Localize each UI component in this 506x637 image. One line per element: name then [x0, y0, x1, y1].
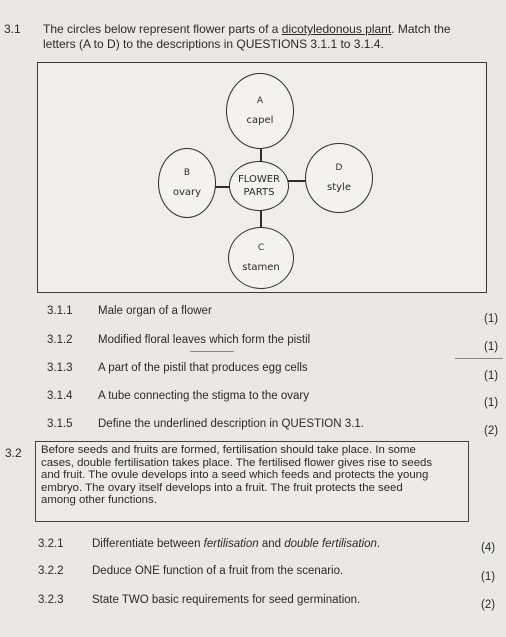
scenario-line-4: embryo. The ovary itself develops into a fruit. The fruit protects the seed [41, 481, 403, 494]
faint-line [455, 358, 503, 359]
center-label-line1: FLOWER [238, 174, 280, 185]
scenario-line-1: Before seeds and fruits are formed, fertilisation should take place. In some [41, 444, 416, 456]
circle-c-label: stamen [242, 262, 280, 273]
intro-line-1 [43, 22, 451, 37]
question-number: 3.1.5 [47, 418, 73, 430]
intro-line-2: letters (A to D) to the descriptions in QUESTIONS 3.1.1 to 3.1.4. [43, 37, 384, 51]
section-3-1-number: 3.1 [4, 22, 21, 36]
marks-3-2-3: (2) [481, 599, 496, 611]
italic-term-fertilisation: fertilisation [203, 538, 259, 550]
circle-c-letter: C [257, 243, 265, 253]
marks-3-1-3: (1) [484, 370, 499, 382]
scenario-line-3: and fruit. The ovule develops into a seed which feeds and protects the young [41, 469, 429, 482]
question-text: Male organ of a flower [98, 305, 212, 317]
circle-d-letter: D [335, 163, 343, 173]
center-label-line2: PARTS [243, 187, 275, 198]
question-number: 3.1.3 [47, 362, 73, 374]
section-3-1-intro [43, 22, 451, 52]
question-number: 3.2.3 [38, 594, 64, 606]
faint-line [190, 351, 234, 352]
text-part: Differentiate between [92, 538, 204, 550]
question-text: Deduce ONE function of a fruit from the scenario. [92, 565, 344, 577]
marks-3-1-4: (1) [484, 397, 499, 409]
scenario-line-5: among other functions. [41, 494, 157, 507]
question-text: Modified floral leaves which form the pistil [98, 334, 311, 346]
circle-d [305, 143, 373, 213]
circle-b [158, 148, 216, 218]
italic-term-double-fertilisation: double fertilisation [284, 538, 377, 550]
section-3-2-number: 3.2 [5, 446, 22, 460]
question-number: 3.1.4 [47, 390, 73, 402]
scenario-line-2: cases, double fertilisation takes place. The fertilised flower gives rise to seeds [41, 456, 433, 469]
circle-center [229, 161, 289, 211]
circle-d-label: style [327, 182, 351, 193]
marks-3-2-1: (4) [481, 542, 496, 554]
circle-a [226, 73, 294, 149]
marks-3-1-5: (2) [484, 425, 499, 437]
question-number: 3.1.1 [47, 305, 73, 317]
circle-a-label: capel [246, 115, 274, 126]
question-number: 3.1.2 [47, 334, 73, 346]
circle-b-label: ovary [172, 187, 202, 198]
connector-d [287, 180, 307, 182]
question-text [92, 538, 380, 550]
question-number: 3.2.2 [38, 565, 64, 577]
text-part: and [258, 538, 285, 550]
intro-text-part1: The circles below represent flower parts of a [43, 22, 282, 36]
circle-c [228, 227, 294, 289]
question-text: State TWO basic requirements for seed germination. [92, 594, 361, 606]
text-part: . [376, 538, 381, 550]
flower-parts-diagram [37, 62, 487, 293]
intro-text-part2: . Match the [391, 22, 451, 36]
circle-a-letter: A [256, 96, 264, 106]
question-text: A part of the pistil that produces egg cells [98, 362, 308, 374]
question-text: Define the underlined description in QUESTION 3.1. [98, 418, 364, 430]
scenario-box [35, 441, 469, 522]
question-text: A tube connecting the stigma to the ovary [98, 390, 309, 402]
marks-3-1-1: (1) [484, 313, 499, 325]
marks-3-2-2: (1) [481, 571, 496, 583]
intro-underlined-text: dicotyledonous plant [281, 22, 392, 36]
question-number: 3.2.1 [38, 538, 64, 550]
marks-3-1-2: (1) [484, 341, 499, 353]
circle-b-letter: B [183, 168, 191, 178]
